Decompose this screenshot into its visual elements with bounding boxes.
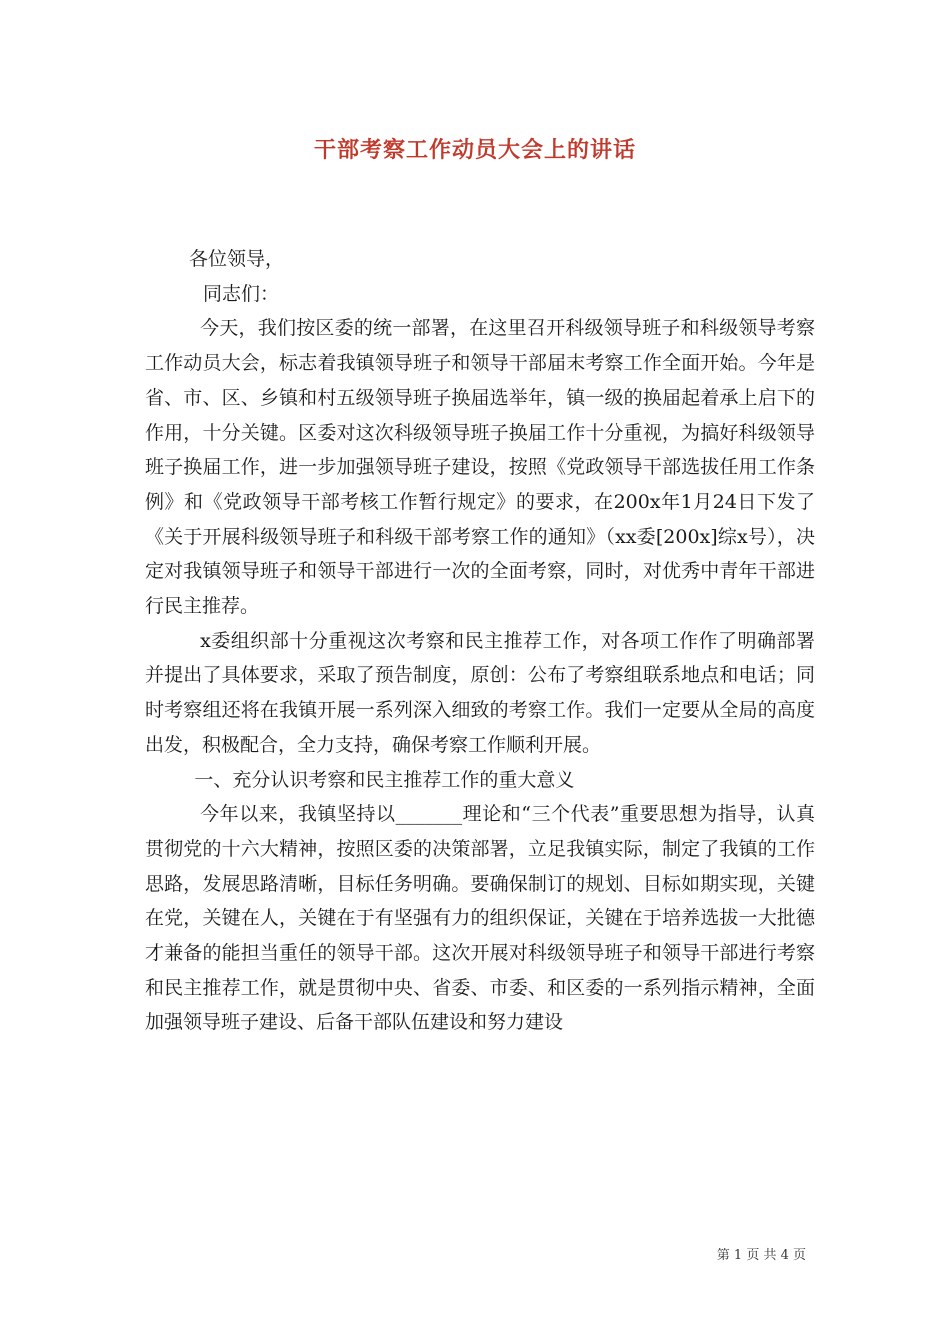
paragraph-opening: 今天，我们按区委的统一部署，在这里召开科级领导班子和科级领导考察工作动员大会，标志着我镇领导班子和领导干部届末考察工作全面开始。今年是省、市、区、乡镇和村五级领导班子换届选举年，镇一级的换届起着承上启下的作用，十分关键。区委对这次科级领导班子换届工作十分重视，为搞好科级领导班子换届工作，进一步加强领导班子建设，按照《党政领导干部选拔任用工作条例》和《党政领导干部考核工作暂行规定》的要求，在200x年1月24日下发了《关于开展科级领导班子和科级干部考察工作的通知》（xx委[200x]综x号），决定对我镇领导班子和领导干部进行一次的全面考察，同时，对优秀中青年干部进行民主推荐。 (145, 317, 815, 618)
paragraph-organization: x委组织部十分重视这次考察和民主推荐工作，对各项工作作了明确部署并提出了具体要求，采取了预告制度，原创：公布了考察组联系地点和电话；同时考察组还将在我镇开展一系列深入细致的考察工作。我们一定要从全局的高度出发，积极配合，全力支持，确保考察工作顺利开展。 (145, 629, 815, 756)
salutation-leaders: 各位领导， (189, 248, 285, 270)
salutation-comrades: 同志们： (203, 282, 280, 305)
section-heading: 一、充分认识考察和民主推荐工作的重大意义 (194, 768, 575, 791)
paragraph-section-one: 今年以来，我镇坚持以_______理论和“三个代表”重要思想为指导，认真贯彻党的十六大精神，按照区委的决策部署，立足我镇实际，制定了我镇的工作思路，发展思路清晰，目标任务明确。要确保制订的规划、目标如期实现，关键在党，关键在人，关键在于有坚强有力的组织保证，关键在于培养选拔一大批德才兼备的能担当重任的领导干部。这次开展对科级领导班子和领导干部进行考察和民主推荐工作，就是贯彻中央、省委、市委、和区委的一系列指示精神，全面加强领导班子建设、后备干部队伍建设和努力建设 (145, 803, 815, 1034)
document-title: 干部考察工作动员大会上的讲话 (313, 137, 636, 163)
page-number-footer: 第 1 页 共 4 页 (716, 1248, 806, 1263)
document-body (145, 242, 815, 1040)
